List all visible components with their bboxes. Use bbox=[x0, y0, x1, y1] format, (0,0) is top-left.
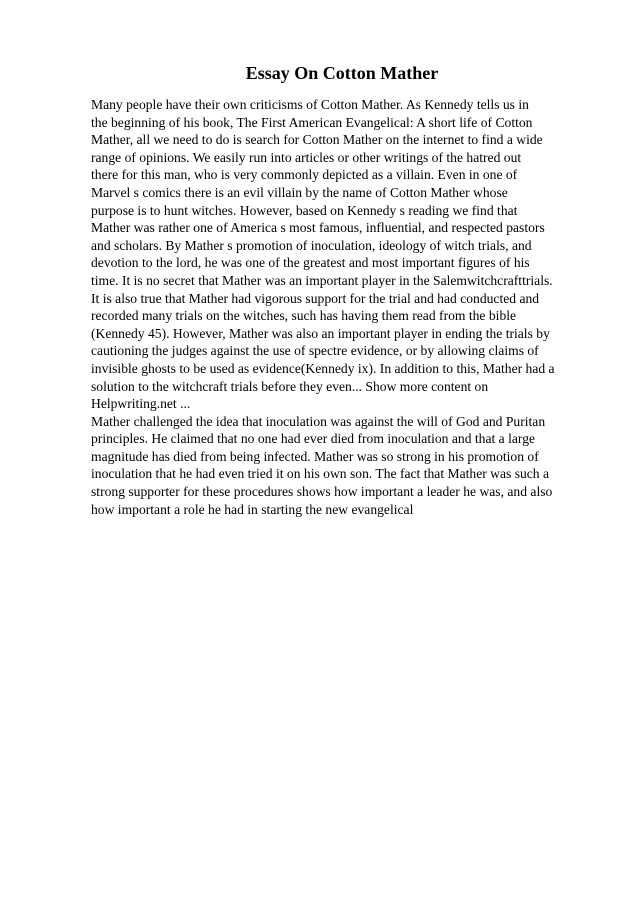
document-title: Essay On Cotton Mather bbox=[245, 63, 439, 83]
text-line: strong supporter for these procedures shows how important a leader he was, and also bbox=[91, 484, 553, 500]
text-line: Marvel s comics there is an evil villain by the name of Cotton Mather whose bbox=[91, 184, 508, 200]
text-line: how important a role he had in starting the new evangelical bbox=[91, 501, 414, 517]
text-line: range of opinions. We easily run into articles or other writings of the hatred out bbox=[91, 149, 522, 165]
essay-body bbox=[91, 96, 638, 518]
text-line: Mather was rather one of America s most famous, influential, and respected pastors bbox=[91, 220, 545, 236]
text-line: purpose is to hunt witches. However, based on Kennedy s reading we find that bbox=[91, 202, 518, 218]
text-line: time. It is no secret that Mather was an important player in the Salemwitchcrafttrials. bbox=[91, 272, 553, 288]
text-line: devotion to the lord, he was one of the greatest and most important figures of his bbox=[91, 255, 530, 271]
text-line: Mather challenged the idea that inoculation was against the will of God and Puritan bbox=[91, 413, 546, 429]
text-line: there for this man, who is very commonly depicted as a villain. Even in one of bbox=[91, 167, 518, 183]
text-line: and scholars. By Mather s promotion of inoculation, ideology of witch trials, and bbox=[91, 237, 532, 253]
text-line: the beginning of his book, The First American Evangelical: A short life of Cotton bbox=[91, 114, 533, 130]
text-line: Mather, all we need to do is search for Cotton Mather on the internet to find a wide bbox=[91, 132, 543, 148]
text-line: solution to the witchcraft trials before they even... Show more content on bbox=[91, 378, 489, 394]
text-line: cautioning the judges against the use of spectre evidence, or by allowing claims of bbox=[91, 343, 539, 359]
text-line: Helpwriting.net ... bbox=[91, 396, 191, 412]
text-line: magnitude has died from being infected. Mather was so strong in his promotion of bbox=[91, 448, 539, 464]
text-line: inoculation that he had even tried it on his own son. The fact that Mather was such a bbox=[91, 466, 550, 482]
text-line: invisible ghosts to be used as evidence(Kennedy ix). In addition to this, Mather had a bbox=[91, 360, 555, 376]
text-line: It is also true that Mather had vigorous support for the trial and had conducted and bbox=[91, 290, 540, 306]
text-line: principles. He claimed that no one had ever died from inoculation and that a large bbox=[91, 431, 536, 447]
text-line: Many people have their own criticisms of Cotton Mather. As Kennedy tells us in bbox=[91, 97, 529, 112]
text-line: recorded many trials on the witches, such has having them read from the bible bbox=[91, 308, 517, 324]
text-line: (Kennedy 45). However, Mather was also an important player in ending the trials by bbox=[91, 325, 550, 341]
